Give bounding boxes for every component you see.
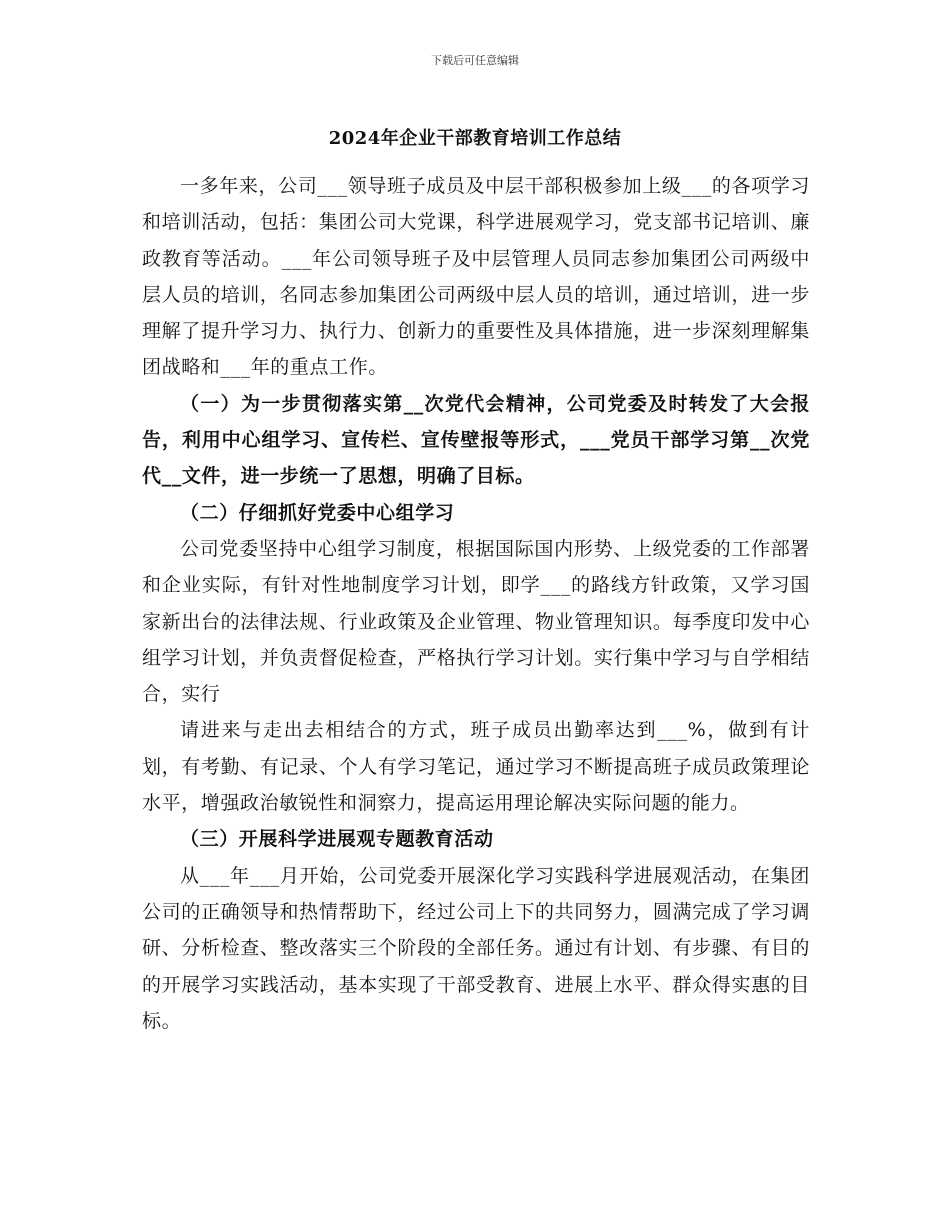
paragraph-section-2a: 公司党委坚持中心组学习制度，根据国际国内形势、上级党委的工作部署和企业实际，有针对性地制度学习计划，即学___的路线方针政策，又学习国家新出台的法律法规、行业政策及企业管理、物业管理知识。每季度印发中心组学习计划，并负责督促检查，严格执行学习计划。实行集中学习与自学相结合，实行 bbox=[142, 537, 810, 706]
paragraph-intro: 一多年来，公司___领导班子成员及中层干部积极参加上级___的各项学习和培训活动，包括：集团公司大党课，科学进展观学习，党支部书记培训、廉政教育等活动。___年公司领导班子及中层管理人员同志参加集团公司两级中层人员的培训，名同志参加集团公司两级中层人员的培训，通过培训，进一步理解了提升学习力、执行力、创新力的重要性及具体措施，进一步深刻理解集团战略和___年的重点工作。 bbox=[142, 175, 810, 379]
document-title: 2024年企业干部教育培训工作总结 bbox=[328, 128, 622, 149]
paragraph-section-1: （一）为一步贯彻落实第__次党代会精神，公司党委及时转发了大会报告，利用中心组学习、宣传栏、宣传壁报等形式，___党员干部学习第__次党代__文件，进一步统一了思想，明确了目标。 bbox=[142, 392, 810, 488]
section-heading-2: （二）仔细抓好党委中心组学习 bbox=[180, 501, 455, 524]
paragraph-section-2b: 请进来与走出去相结合的方式，班子成员出勤率达到___%，做到有计划，有考勤、有记录、个人有学习笔记，通过学习不断提高班子成员政策理论水平，增强政治敏锐性和洞察力，提高运用理论解决实际问题的能力。 bbox=[142, 719, 810, 815]
document-body bbox=[142, 168, 810, 1039]
section-heading-3: （三）开展科学进展观专题教育活动 bbox=[180, 828, 494, 851]
header-note: 下载后可任意编辑 bbox=[431, 54, 519, 67]
paragraph-section-3: 从___年___月开始，公司党委开展深化学习实践科学进展观活动，在集团公司的正确领导和热情帮助下，经过公司上下的共同努力，圆满完成了学习调研、分析检查、整改落实三个阶段的全部任务。通过有计划、有步骤、有目的的开展学习实践活动，基本实现了干部受教育、进展上水平、群众得实惠的目标。 bbox=[142, 864, 810, 1032]
